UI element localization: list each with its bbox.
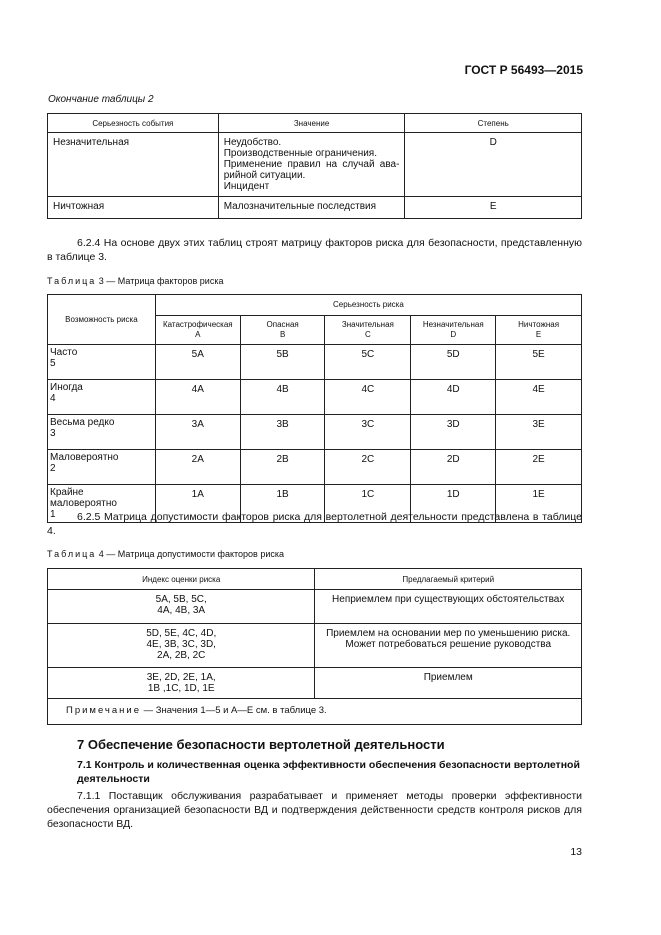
likelihood-code: 4: [50, 393, 56, 404]
meaning-line: Инцидент: [223, 181, 270, 192]
table-row: [48, 345, 582, 380]
index-cell: [48, 590, 315, 624]
risk-cell: 2C: [325, 450, 411, 485]
table3-caption-prefix: Таблица: [47, 276, 97, 286]
paragraph-6-2-4: 6.2.4 На основе двух этих таблиц строят матрицу факторов риска для безопасности, представленную в таблице 3.: [47, 237, 582, 263]
severity-code: B: [279, 330, 286, 339]
likelihood-code: 1: [50, 509, 56, 520]
severity-code: E: [535, 330, 542, 339]
severity-name: Ничтожная: [518, 320, 560, 329]
table4-caption-text: 4 — Матрица допустимости факторов риска: [96, 549, 284, 559]
index-line: 5A, 5B, 5C,: [155, 594, 207, 605]
risk-cell: 1A: [155, 485, 240, 523]
risk-cell: 5E: [496, 345, 582, 380]
section-7-1-heading: 7.1 Контроль и количественная оценка эффективности обеспечения безопасности вертолетной деятельности: [77, 759, 580, 785]
meaning-line: рийной ситуации.: [223, 170, 306, 181]
index-line: 3E, 2D, 2E, 1A,: [146, 672, 216, 683]
table2-cell-degree: D: [405, 133, 582, 197]
meaning-line: Производственные ограничения.: [223, 148, 378, 159]
likelihood-name: Часто: [50, 347, 78, 358]
risk-cell: 5A: [155, 345, 240, 380]
table3-caption-text: 3 — Матрица факторов риска: [96, 276, 224, 286]
risk-cell: 4E: [496, 380, 582, 415]
page-number: 13: [570, 846, 582, 858]
risk-cell: 4C: [325, 380, 411, 415]
risk-cell: 3E: [496, 415, 582, 450]
table2-cell-severity: Незначительная: [48, 133, 219, 197]
likelihood-name: Маловероятно: [50, 452, 119, 463]
risk-cell: 5D: [411, 345, 496, 380]
likelihood-code: 3: [50, 428, 56, 439]
severity-name: Катастрофическая: [162, 320, 233, 329]
risk-cell: 1D: [411, 485, 496, 523]
risk-cell: 3A: [155, 415, 240, 450]
severity-header: [325, 316, 411, 345]
table3-header-severity: Серьезность риска: [155, 295, 581, 316]
risk-cell: 2B: [240, 450, 325, 485]
risk-cell: 3B: [240, 415, 325, 450]
table3: [47, 294, 582, 523]
table4-caption: [47, 549, 284, 559]
paragraph-7-1-1: 7.1.1 Поставщик обслуживания разрабатывает и применяет методы проверки эффективности обеспечения организацией безопасности ВД и подтверждения действенности средств контроля рисков для безопасности ВД.: [47, 790, 582, 830]
paragraph-6-2-5: 6.2.5 Матрица допустимости факторов риска для вертолетной деятельности представлена в таблице 4.: [47, 511, 582, 537]
table3-header-likelihood: Возможность риска: [48, 295, 156, 345]
risk-cell: 5C: [325, 345, 411, 380]
table2-cell-meaning: Малозначительные последствия: [218, 197, 405, 219]
table-row: [48, 415, 582, 450]
index-line: 4A, 4B, 3A: [157, 605, 206, 616]
risk-cell: 2D: [411, 450, 496, 485]
likelihood-cell: [48, 450, 156, 485]
table2-cell-severity: Ничтожная: [48, 197, 219, 219]
severity-name: Опасная: [266, 320, 299, 329]
risk-cell: 2E: [496, 450, 582, 485]
criterion-cell: [315, 668, 582, 699]
table3-caption: [47, 276, 223, 286]
index-cell: [48, 668, 315, 699]
section-7-heading: 7 Обеспечение безопасности вертолетной деятельности: [77, 737, 445, 752]
likelihood-cell: [48, 380, 156, 415]
severity-header: [155, 316, 240, 345]
table-row: [48, 590, 582, 624]
criterion-line: Может потребоваться решение руководства: [345, 639, 552, 650]
table-row: [48, 624, 582, 668]
severity-code: A: [195, 330, 201, 339]
criterion-cell: [315, 590, 582, 624]
table-row: [48, 450, 582, 485]
criterion-line: Приемлем на основании мер по уменьшению риска.: [326, 628, 571, 639]
table4-note: [48, 699, 582, 725]
table4-caption-prefix: Таблица: [47, 549, 97, 559]
table2: [47, 113, 582, 219]
severity-name: Незначительная: [422, 320, 484, 329]
criterion-line: Неприемлем при существующих обстоятельствах: [332, 594, 565, 605]
risk-cell: 1E: [496, 485, 582, 523]
meaning-line: Неудобство.: [223, 137, 282, 148]
index-line: 4E, 3B, 3C, 3D,: [146, 639, 216, 650]
risk-cell: 1C: [325, 485, 411, 523]
risk-cell: 2A: [155, 450, 240, 485]
table2-caption: Окончание таблицы 2: [48, 94, 154, 105]
table-note-row: [48, 699, 582, 725]
likelihood-cell: [48, 415, 156, 450]
risk-cell: 3C: [325, 415, 411, 450]
table-row: [48, 668, 582, 699]
table4-header-criterion: Предлагаемый критерий: [315, 569, 582, 590]
likelihood-name: Иногда: [50, 382, 83, 393]
risk-cell: 5B: [240, 345, 325, 380]
table2-header-severity: Серьезность события: [48, 114, 219, 133]
document-header: ГОСТ Р 56493—2015: [464, 63, 583, 77]
table-row: [48, 380, 582, 415]
risk-cell: 4D: [411, 380, 496, 415]
severity-header: [411, 316, 496, 345]
table2-header-meaning: Значение: [218, 114, 405, 133]
severity-header: [496, 316, 582, 345]
index-cell: [48, 624, 315, 668]
table4: [47, 568, 582, 725]
index-line: 2A, 2B, 2C: [157, 650, 206, 661]
likelihood-name: Весьма редко: [50, 417, 115, 428]
likelihood-code: 5: [50, 358, 56, 369]
note-text: — Значения 1—5 и A—E см. в таблице 3.: [141, 705, 327, 716]
risk-cell: 4A: [155, 380, 240, 415]
likelihood-name: Крайне маловероятно: [50, 487, 117, 509]
severity-header: [240, 316, 325, 345]
index-line: 5D, 5E, 4C, 4D,: [146, 628, 217, 639]
criterion-cell: [315, 624, 582, 668]
note-label: Примечание: [66, 705, 141, 716]
risk-cell: 3D: [411, 415, 496, 450]
table2-header-degree: Степень: [405, 114, 582, 133]
table2-cell-meaning: [218, 133, 405, 197]
risk-cell: 1B: [240, 485, 325, 523]
severity-code: D: [450, 330, 457, 339]
table4-header-index: Индекс оценки риска: [48, 569, 315, 590]
criterion-line: Приемлем: [423, 672, 473, 683]
likelihood-cell: [48, 345, 156, 380]
risk-cell: 4B: [240, 380, 325, 415]
severity-name: Значительная: [341, 320, 394, 329]
table2-cell-degree: E: [405, 197, 582, 219]
meaning-line: Применение правил на случай ава-: [223, 159, 400, 170]
likelihood-code: 2: [50, 463, 56, 474]
index-line: 1B ,1C, 1D, 1E: [147, 683, 215, 694]
severity-code: C: [365, 330, 371, 339]
